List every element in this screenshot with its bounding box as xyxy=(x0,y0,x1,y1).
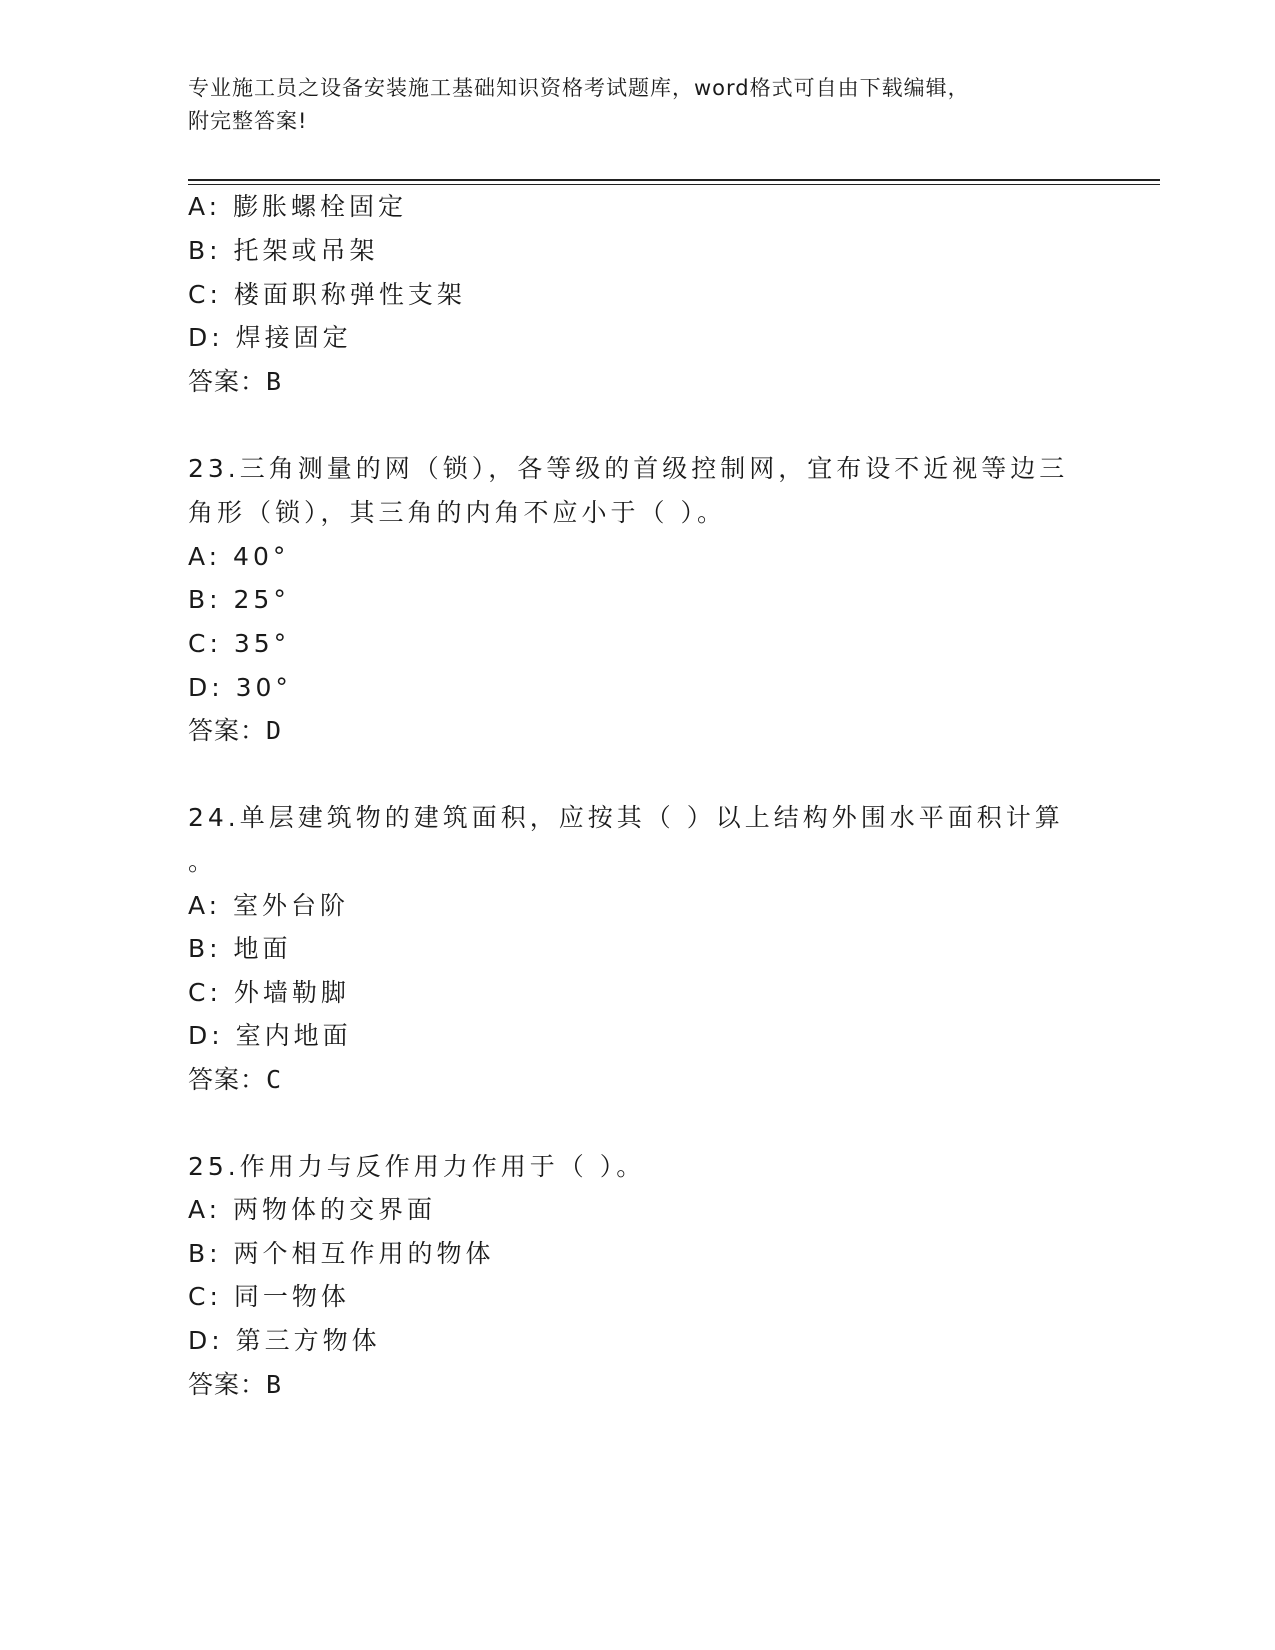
q25-option-d: D: 第三方物体 xyxy=(188,1326,381,1355)
q24-option-d: D: 室内地面 xyxy=(188,1021,352,1050)
q25-stem-line-1: 25.作用力与反作用力作用于（ ）。 xyxy=(188,1152,646,1181)
q22-answer-value: B xyxy=(266,367,283,396)
q24-option-c: C: 外墙勒脚 xyxy=(188,978,350,1007)
q23-stem-line-1: 23.三角测量的网（锁），各等级的首级控制网，宜布设不近视等边三 xyxy=(188,454,1069,483)
q22-answer xyxy=(188,365,282,399)
header-divider-thin xyxy=(188,184,1160,185)
q22-option-b: B: 托架或吊架 xyxy=(188,236,379,265)
answer-label: 答案： xyxy=(188,716,267,745)
q23-option-c: C: 35° xyxy=(188,629,291,658)
q23-answer-value: D xyxy=(266,716,283,745)
q24-stem-line-2: 。 xyxy=(188,847,218,876)
q24-answer xyxy=(188,1063,282,1097)
header-line-1: 专业施工员之设备安装施工基础知识资格考试题库，word格式可自由下载编辑， xyxy=(188,76,970,100)
q25-option-a: A: 两物体的交界面 xyxy=(188,1195,437,1224)
answer-label: 答案： xyxy=(188,1065,267,1094)
q22-option-d: D: 焊接固定 xyxy=(188,323,352,352)
answer-label: 答案： xyxy=(188,1370,267,1399)
q25-answer xyxy=(188,1368,282,1402)
q25-option-b: B: 两个相互作用的物体 xyxy=(188,1239,495,1268)
q24-option-b: B: 地面 xyxy=(188,934,292,963)
q22-option-a: A: 膨胀螺栓固定 xyxy=(188,192,408,221)
answer-label: 答案： xyxy=(188,367,267,396)
q22-option-c: C: 楼面职称弹性支架 xyxy=(188,280,466,309)
q25-option-c: C: 同一物体 xyxy=(188,1282,350,1311)
q23-answer xyxy=(188,714,282,748)
header-divider-thick xyxy=(188,179,1160,181)
q23-option-a: A: 40° xyxy=(188,542,290,571)
header-line-2: 附完整答案! xyxy=(188,109,308,133)
q23-option-b: B: 25° xyxy=(188,585,290,614)
q23-option-d: D: 30° xyxy=(188,673,292,702)
q24-answer-value: C xyxy=(266,1065,283,1094)
document-header xyxy=(188,72,1088,138)
q24-stem-line-1: 24.单层建筑物的建筑面积，应按其（ ）以上结构外围水平面积计算 xyxy=(188,803,1064,832)
q25-answer-value: B xyxy=(266,1370,283,1399)
q24-option-a: A: 室外台阶 xyxy=(188,891,350,920)
q23-stem-line-2: 角形（锁），其三角的内角不应小于（ ）。 xyxy=(188,498,726,527)
